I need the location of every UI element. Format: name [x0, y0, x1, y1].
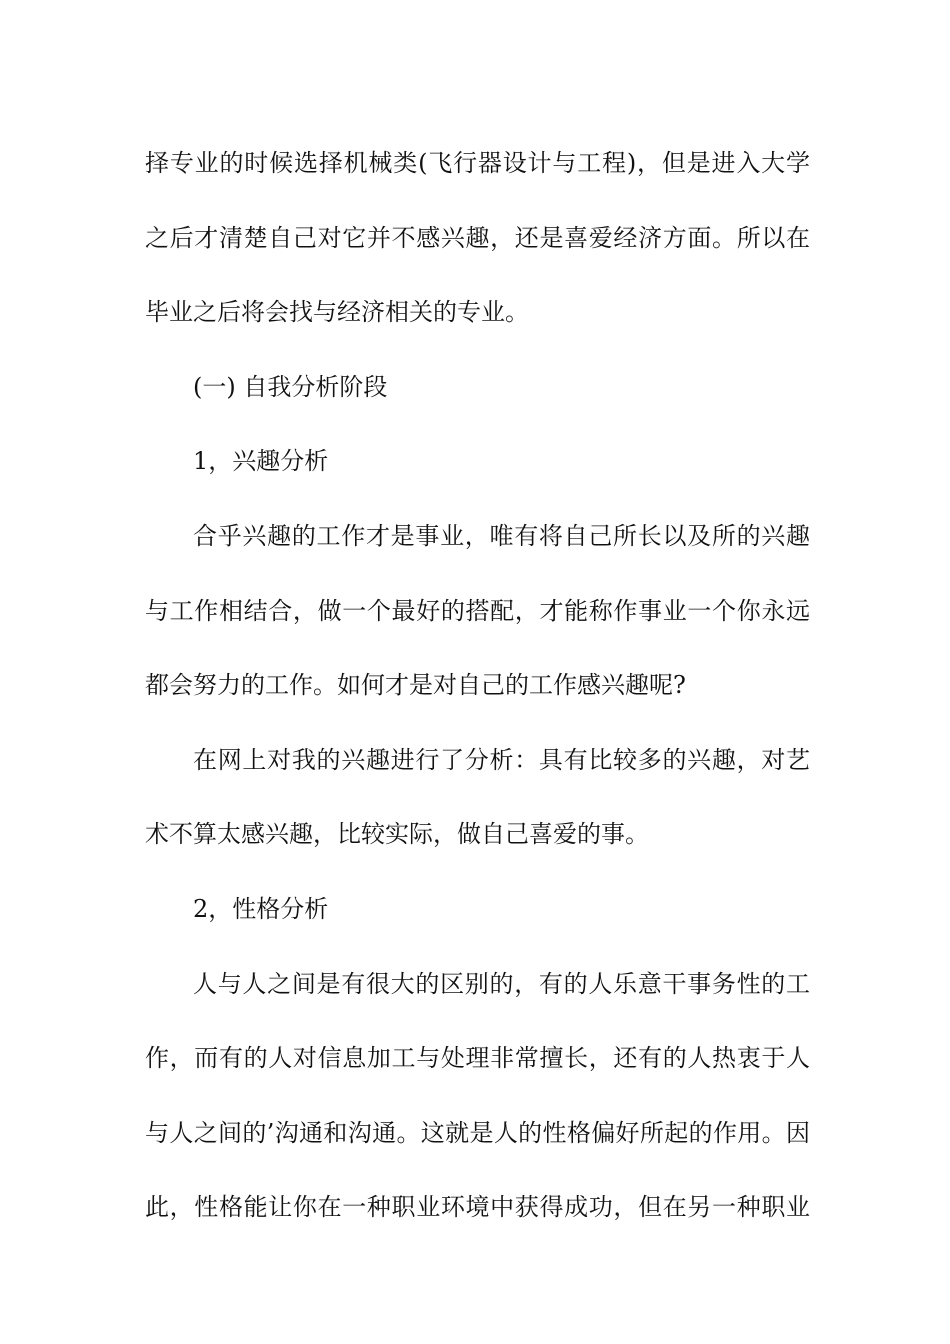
paragraph-line: 人与人之间是有很大的区别的，有的人乐意干事务性的工	[193, 969, 810, 998]
paragraph-line: 合乎兴趣的工作才是事业，唯有将自己所长以及所的兴趣	[193, 521, 810, 550]
paragraph-line: 毕业之后将会找与经济相关的专业。	[145, 298, 529, 327]
paragraph-line: 都会努力的工作。如何才是对自己的工作感兴趣呢?	[145, 671, 686, 700]
paragraph-line: 与工作相结合，做一个最好的搭配，才能称作事业一个你永远	[145, 596, 810, 625]
paragraph-line: 术不算太感兴趣，比较实际，做自己喜爱的事。	[145, 820, 649, 849]
paragraph-line: 此，性格能让你在一种职业环境中获得成功，但在另一种职业	[145, 1193, 810, 1222]
paragraph-line: 作，而有的人对信息加工与处理非常擅长，还有的人热衷于人	[145, 1044, 810, 1073]
subsection-heading: 1，兴趣分析	[193, 447, 329, 476]
body-text	[145, 126, 810, 1245]
paragraph-line: 与人之间的’沟通和沟通。这就是人的性格偏好所起的作用。因	[145, 1118, 810, 1147]
paragraph-line: 之后才清楚自己对它并不感兴趣，还是喜爱经济方面。所以在	[145, 223, 810, 252]
paragraph-line: 择专业的时候选择机械类(飞行器设计与工程)，但是进入大学	[145, 149, 810, 177]
section-heading: (一) 自我分析阶段	[193, 372, 388, 401]
subsection-heading: 2，性格分析	[193, 894, 329, 923]
paragraph-line: 在网上对我的兴趣进行了分析：具有比较多的兴趣，对艺	[193, 745, 810, 774]
